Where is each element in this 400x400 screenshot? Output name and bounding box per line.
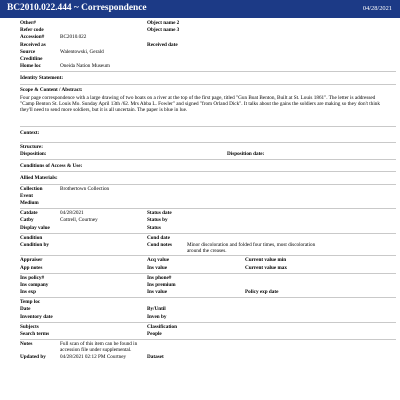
record-title: BC2010.022.444 ~ Correspondence [7, 3, 147, 14]
divider [20, 233, 396, 234]
ins-value-label: Ins value [147, 264, 168, 271]
field-row [20, 354, 396, 361]
field-row [20, 56, 396, 63]
identity-statement-label: Identity Statement: [20, 74, 64, 81]
event-label: Event [20, 192, 33, 199]
field-row [20, 217, 396, 224]
field-row [20, 225, 396, 232]
field-row [20, 27, 396, 34]
updated-by-label: Updated by [20, 353, 46, 360]
field-row [20, 193, 396, 200]
appraiser-label: Appraiser [20, 257, 43, 264]
record-title-bar [0, 0, 400, 18]
creditline-label: Creditline [20, 55, 43, 62]
catby-label: Catby [20, 217, 34, 224]
divider [20, 255, 396, 256]
field-row [20, 306, 396, 313]
dataset-label: Dataset [147, 353, 164, 360]
allied-materials-label: Allied Materials: [20, 174, 58, 181]
cond-date-label: Cond date [147, 234, 170, 241]
disposition-date-label: Disposition date: [227, 150, 265, 157]
current-value-min-label: Current value min [245, 257, 287, 264]
record-date: 04/28/2021 [362, 5, 392, 13]
divider [20, 142, 396, 143]
source-label: Source [20, 48, 36, 55]
catby-value: Cottrell, Courtney [60, 217, 98, 224]
field-row [20, 34, 396, 41]
cond-notes-value: Minor discoloration and folded four times, most discoloration around the creases. [187, 241, 316, 255]
location-fields [20, 299, 396, 321]
search-terms-label: Search terms [20, 331, 50, 338]
display-value-label: Display value [20, 224, 50, 231]
field-row [20, 210, 396, 217]
by-until-label: By/Until [147, 306, 166, 313]
field-row [20, 265, 396, 272]
structure-row [20, 144, 396, 151]
status-by-label: Status by [147, 217, 168, 224]
field-row [20, 299, 396, 306]
field-row [20, 200, 396, 207]
condition-fields [20, 235, 396, 255]
inven-by-label: Inven by [147, 313, 167, 320]
refer-code-label: Refer code [20, 27, 44, 34]
field-row [20, 257, 396, 264]
appraisal-fields [20, 257, 396, 271]
received-as-label: Received as [20, 41, 46, 48]
scope-text: Four page correspondence with a large drawing of two boats on a river at the top of the first page, titled "Gun Boat Benton, Built at St. Louis 1861". The letter is addressed "Camp Benton St. Louis Mo. Sunday April 13th /62. Mrs Abba L. Fowler" and signed "from Orland Dick". It talks about the gains the soldiers are making so they don't think they'll need to send more soldiers, but it is all uncertain. The paper is blue in lue. [20, 94, 380, 114]
notes-label: Notes [20, 341, 33, 348]
divider [20, 297, 396, 298]
condition-by-label: Condition by [20, 241, 49, 248]
divider [20, 208, 396, 209]
home-loc-value: Oneida Nation Museum [60, 63, 110, 70]
field-row [20, 242, 396, 254]
acq-value-label: Acq value [147, 257, 170, 264]
field-row [20, 235, 396, 242]
status-label: Status [147, 224, 161, 231]
field-row [20, 341, 396, 353]
divider [20, 159, 396, 160]
temp-loc-label: Temp loc [20, 299, 41, 306]
accession-value: BC2010.022 [60, 34, 87, 41]
disposition-row [20, 151, 396, 158]
insurance-fields [20, 275, 396, 297]
inventory-date-label: Inventory date [20, 313, 53, 320]
cond-notes-label: Cond notes [147, 241, 172, 248]
classification-label: Classification [147, 323, 177, 330]
notes-fields [20, 341, 396, 361]
collection-label: Collection [20, 185, 43, 192]
other-label: Other# [20, 20, 36, 26]
field-row [20, 331, 396, 338]
divider [20, 171, 396, 172]
field-row [20, 186, 396, 193]
divider [20, 184, 396, 185]
date-label: Date [20, 306, 31, 313]
structure-label: Structure: [20, 143, 43, 150]
source-value: Walentowski, Gerald [60, 48, 104, 55]
notes-value: Full scan of this item can be found in accession file under supplemental. [60, 341, 138, 354]
updated-by-value: 04/28/2021 02:12 PM Courtney [60, 353, 127, 360]
field-row [20, 275, 396, 282]
object-name-3-label: Object name 3 [147, 27, 180, 34]
ins-exp-label: Ins exp [20, 289, 37, 296]
catalog-fields [20, 210, 396, 232]
field-row [20, 20, 396, 27]
subject-fields [20, 324, 396, 338]
divider [20, 273, 396, 274]
conditions-label: Conditions of Access & Use: [20, 162, 83, 169]
ins-company-label: Ins company [20, 281, 49, 288]
condition-label: Condition [20, 234, 43, 241]
field-row [20, 289, 396, 296]
collection-fields [20, 186, 396, 208]
people-label: People [147, 331, 162, 338]
record-body [0, 18, 400, 361]
catdate-label: Catdate [20, 210, 38, 217]
accession-label: Accession# [20, 34, 45, 41]
top-fields [20, 20, 396, 70]
subjects-label: Subjects [20, 323, 39, 330]
context-label: Context: [20, 129, 40, 136]
object-name-2-label: Object name 2 [147, 20, 180, 26]
current-value-max-label: Current value max [245, 264, 287, 271]
divider [20, 71, 396, 72]
policy-exp-date-label: Policy exp date [245, 289, 279, 296]
medium-label: Medium [20, 199, 39, 206]
field-row [20, 282, 396, 289]
field-row [20, 63, 396, 70]
ins-premium-label: Ins premium [147, 281, 176, 288]
home-loc-label: Home loc [20, 63, 41, 70]
status-date-label: Status date [147, 210, 172, 217]
field-row [20, 324, 396, 331]
divider [20, 84, 396, 85]
field-row [20, 42, 396, 49]
app-notes-label: App notes [20, 264, 43, 271]
ins-policy-label: Ins policy# [20, 274, 45, 281]
divider [20, 322, 396, 323]
disposition-label: Disposition: [20, 150, 47, 157]
collection-value: Brothertown Collection [60, 185, 110, 192]
field-row [20, 314, 396, 321]
field-row [20, 49, 396, 56]
ins-value-label: Ins value [147, 289, 168, 296]
received-date-label: Received date [147, 41, 178, 48]
ins-phone-label: Ins phone# [147, 274, 172, 281]
scope-label: Scope & Content / Abstract: [20, 87, 83, 94]
catdate-value: 04/28/2021 [60, 210, 84, 217]
divider [20, 126, 396, 127]
